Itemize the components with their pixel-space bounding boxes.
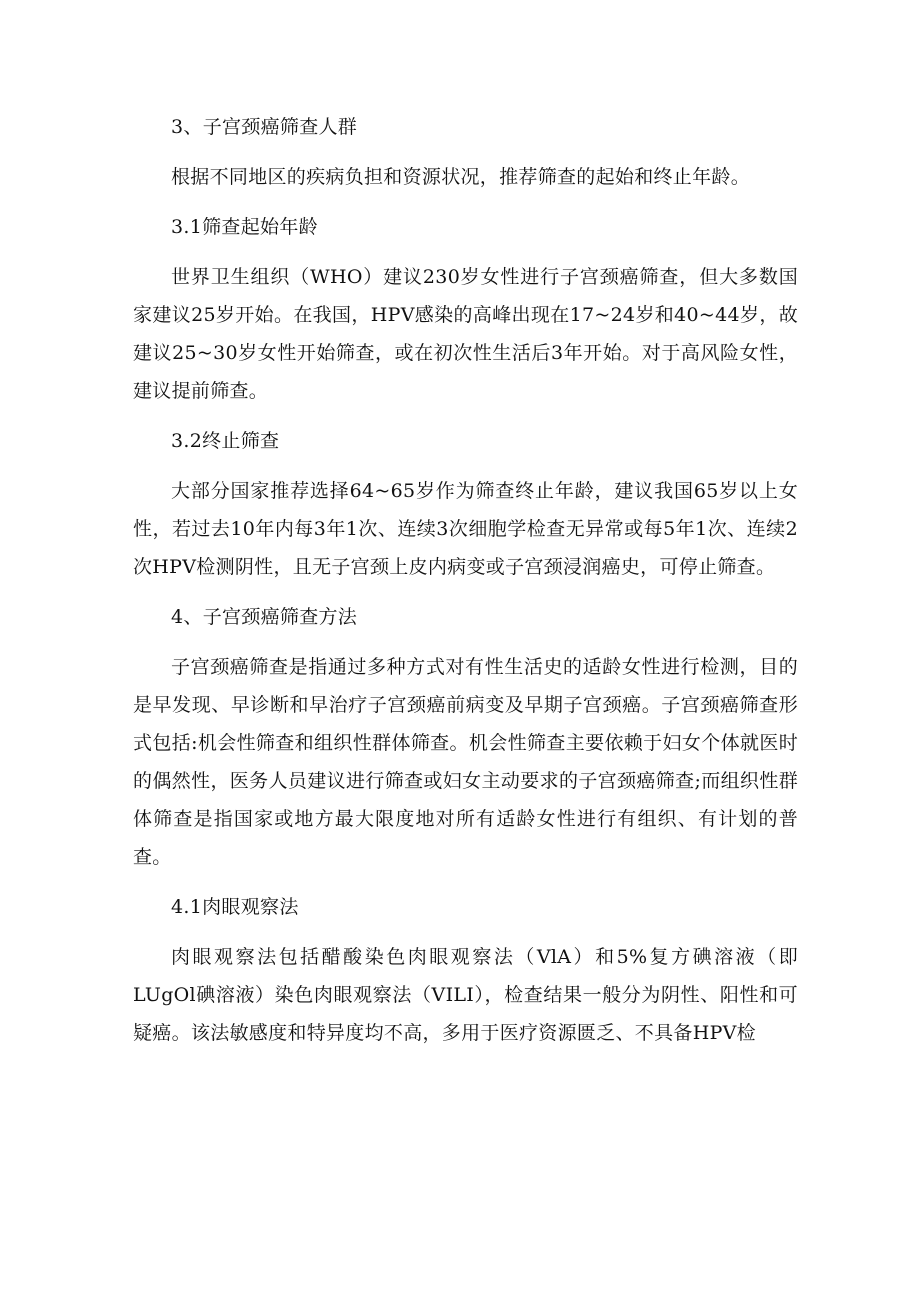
section-heading-4-1: 4.1肉眼观察法 [171,896,299,918]
section-heading-3-1: 3.1筛查起始年龄 [171,216,318,238]
section-heading-4: 4、子宫颈癌筛查方法 [171,606,358,628]
document-body [133,108,798,1064]
paragraph-visual-inspection: 肉眼观察法包括醋酸染色肉眼观察法（VlA）和5%复方碘溶液（即LUgOl碘溶液）染色肉眼观察法（VILI），检查结果一般分为阴性、阳性和可疑癌。该法敏感度和特异度均不高，多用于医疗资源匮乏、不具备HPV检 [133,946,798,1044]
paragraph-screening-methods: 子宫颈癌筛查是指通过多种方式对有性生活史的适龄女性进行检测，目的是早发现、早诊断和早治疗子宫颈癌前病变及早期子宫颈癌。子宫颈癌筛查形式包括:机会性筛查和组织性群体筛查。机会性筛查主要依赖于妇女个体就医时的偶然性，医务人员建议进行筛查或妇女主动要求的子宫颈癌筛查;而组织性群体筛查是指国家或地方最大限度地对所有适龄女性进行有组织、有计划的普查。 [133,656,798,868]
section-heading-3: 3、子宫颈癌筛查人群 [171,116,358,138]
section-heading-3-2: 3.2终止筛查 [171,430,280,452]
paragraph-start-age: 世界卫生组织（WHO）建议230岁女性进行子宫颈癌筛查，但大多数国家建议25岁开始。在我国，HPV感染的高峰出现在17~24岁和40~44岁，故建议25~30岁女性开始筛查，或在初次性生活后3年开始。对于高风险女性，建议提前筛查。 [133,266,798,402]
paragraph-stop-screening: 大部分国家推荐选择64~65岁作为筛查终止年龄，建议我国65岁以上女性，若过去10年内每3年1次、连续3次细胞学检查无异常或每5年1次、连续2次HPV检测阴性，且无子宫颈上皮内病变或子宫颈浸润癌史，可停止筛查。 [133,480,798,578]
paragraph-screening-population: 根据不同地区的疾病负担和资源状况，推荐筛查的起始和终止年龄。 [171,166,751,188]
